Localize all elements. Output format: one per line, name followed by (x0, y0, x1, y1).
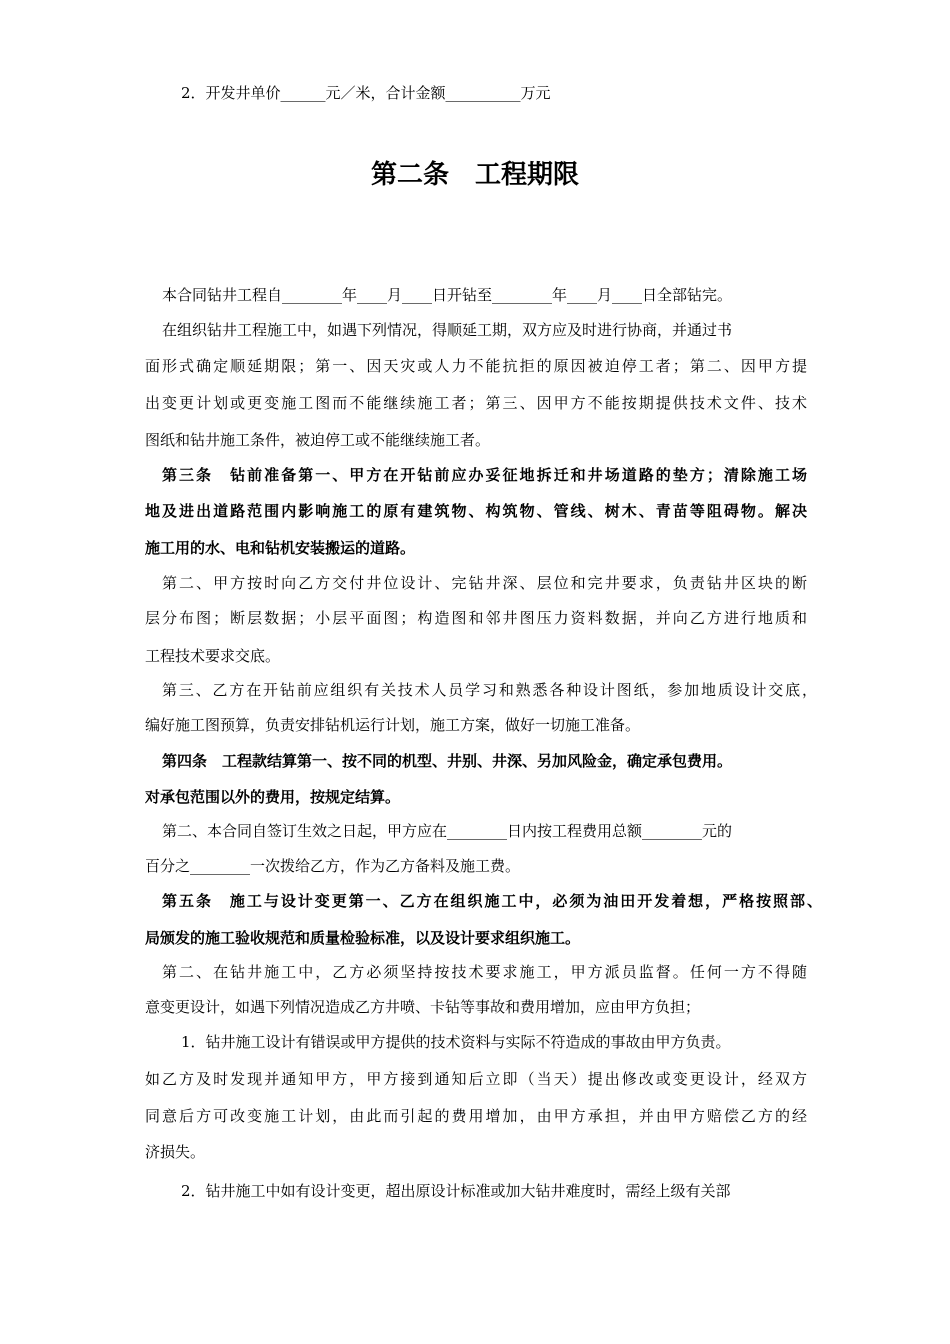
paragraph-line: 编好施工图预算，负责安排钻机运行计划，施工方案，做好一切施工准备。 (145, 716, 641, 734)
paragraph-line: 第二、在钻井施工中，乙方必须坚持按技术要求施工，甲方派员监督。任何一方不得随 (162, 963, 807, 981)
numbered-item-line: 1．钻井施工设计有错误或甲方提供的技术资料与实际不符造成的事故由甲方负责。 (181, 1033, 731, 1051)
paragraph-line: 第二、本合同自签订生效之日起，甲方应在________日内按工程费用总额________元的 (162, 822, 733, 840)
paragraph-line: 出变更计划或更变施工图而不能继续施工者；第三、因甲方不能按期提供技术文件、技术 (145, 394, 807, 412)
paragraph-line: 百分之________一次拨给乙方，作为乙方备料及施工费。 (145, 857, 521, 875)
paragraph-line: 济损失。 (145, 1143, 206, 1161)
clause-5-line: 局颁发的施工验收规范和质量检验标准，以及设计要求组织施工。 (145, 929, 581, 947)
clause-3-line: 施工用的水、电和钻机安装搬运的道路。 (145, 539, 416, 557)
section-heading: 第二条 工程期限 (370, 160, 579, 190)
clause-5-title-line: 第五条 施工与设计变更第一、乙方在组织施工中，必须为油田开发着想，严格按照部、 (162, 892, 822, 910)
clause-3-title-line: 第三条 钻前准备第一、甲方在开钻前应办妥征地拆迁和井场道路的垫方；清除施工场 (162, 466, 807, 484)
paragraph-line: 第三、乙方在开钻前应组织有关技术人员学习和熟悉各种设计图纸，参加地质设计交底， (162, 681, 817, 699)
clause-3-line: 地及进出道路范围内影响施工的原有建筑物、构筑物、管线、树木、青苗等阻碍物。解决 (145, 502, 807, 520)
clause-4-title-line: 第四条 工程款结算第一、按不同的机型、井别、井深、另加风险金，确定承包费用。 (162, 752, 733, 770)
paragraph-line: 图纸和钻井施工条件，被迫停工或不能继续施工者。 (145, 431, 491, 449)
paragraph-line: 层分布图；断层数据；小层平面图；构造图和邻井图压力资料数据，并向乙方进行地质和 (145, 609, 807, 627)
price-line: 2．开发井单价______元／米，合计金额__________万元 (181, 84, 551, 102)
paragraph-line: 同意后方可改变施工计划，由此而引起的费用增加，由甲方承担，并由甲方赔偿乙方的经 (145, 1107, 807, 1125)
paragraph-line: 在组织钻井工程施工中，如遇下列情况，得顺延工期，双方应及时进行协商，并通过书 (162, 321, 733, 339)
paragraph-line: 意变更设计，如遇下列情况造成乙方井喷、卡钻等事故和费用增加，应由甲方负担； (145, 998, 701, 1016)
paragraph-line: 如乙方及时发现并通知甲方，甲方接到通知后立即（当天）提出修改或变更设计，经双方 (145, 1070, 807, 1088)
paragraph-line: 工程技术要求交底。 (145, 647, 281, 665)
paragraph-line: 第二、甲方按时向乙方交付井位设计、完钻井深、层位和完井要求，负责钻井区块的断 (162, 574, 807, 592)
clause-4-line: 对承包范围以外的费用，按规定结算。 (145, 788, 401, 806)
paragraph-line: 面形式确定顺延期限；第一、因天灾或人力不能抗拒的原因被迫停工者；第二、因甲方提 (145, 357, 807, 375)
paragraph-line: 本合同钻井工程自________年____月____日开钻至________年____月____日全部钻完。 (162, 286, 733, 304)
numbered-item-line: 2．钻井施工中如有设计变更，超出原设计标准或加大钻井难度时，需经上级有关部 (181, 1182, 731, 1200)
